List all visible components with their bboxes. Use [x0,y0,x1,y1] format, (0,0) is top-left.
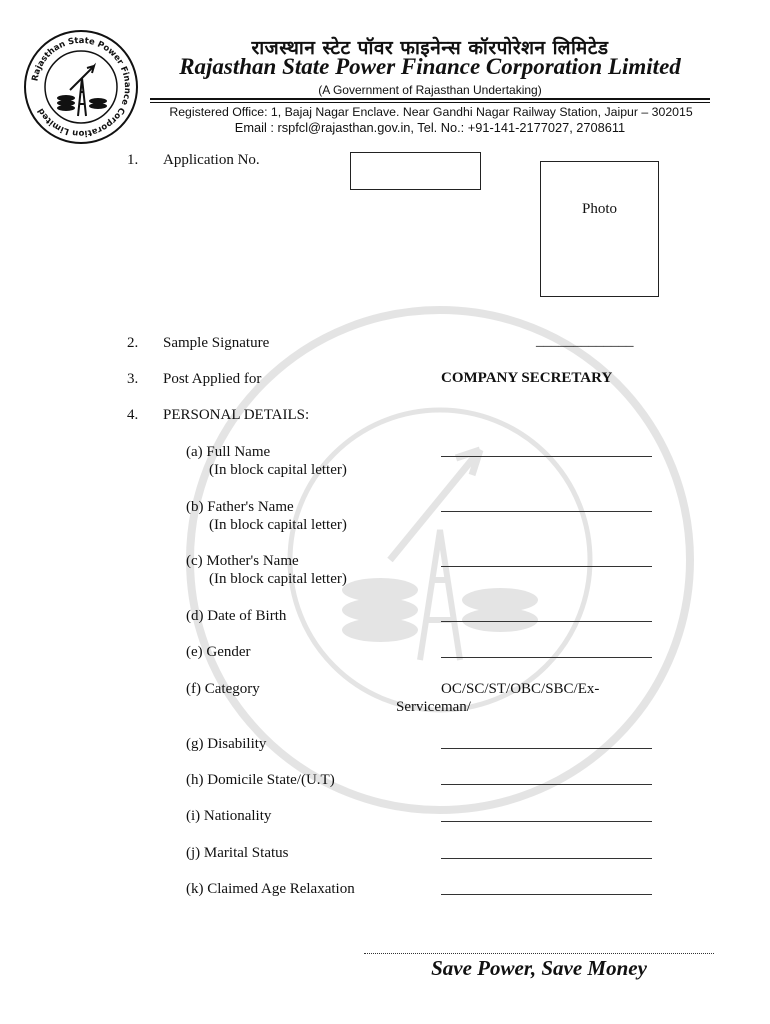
category-label: (f) Category [186,681,260,697]
item-number: 3. [127,371,139,387]
title-hindi: राजस्थान स्टेट पॉवर फाइनेन्स कॉरपोरेशन लिमिटेड [251,37,609,59]
father-name-note: (In block capital letter) [209,517,347,533]
disability-label: (g) Disability [186,736,267,752]
signature-field[interactable]: _____________ [536,333,634,349]
post-applied-value: COMPANY SECRETARY [441,370,613,386]
footer-slogan: Save Power, Save Money [431,956,647,980]
father-name-label: (b) Father's Name [186,499,294,515]
category-options-cont: Serviceman/ [396,699,471,715]
full-name-label: (a) Full Name [186,444,271,460]
title-english: Rajasthan State Power Finance Corporation Limited [179,54,681,79]
gender-field[interactable] [441,657,652,658]
age-relaxation-field[interactable] [441,894,652,895]
header-rule-thin [150,102,710,103]
photo-label: Photo [581,201,617,217]
marital-status-label: (j) Marital Status [186,845,289,861]
item-number: 4. [127,407,139,423]
application-no-box[interactable] [350,152,481,190]
mother-name-field[interactable] [441,566,652,567]
category-options: OC/SC/ST/OBC/SBC/Ex- [441,681,600,697]
mother-name-note: (In block capital letter) [209,571,347,587]
father-name-field[interactable] [441,511,652,512]
disability-field[interactable] [441,748,652,749]
photo-box[interactable] [540,161,659,297]
contact-info: Email : rspfcl@rajasthan.gov.in, Tel. No.: +91-141-2177027, 2708611 [234,120,626,135]
corporation-logo [22,28,140,146]
marital-status-field[interactable] [441,858,652,859]
application-no-label: Application No. [163,152,260,168]
subtitle: (A Government of Rajasthan Undertaking) [318,83,542,97]
sample-signature-label: Sample Signature [163,335,270,351]
age-relaxation-label: (k) Claimed Age Relaxation [186,881,355,897]
nationality-field[interactable] [441,821,652,822]
nationality-label: (i) Nationality [186,808,272,824]
footer-divider [364,953,714,954]
gender-label: (e) Gender [186,644,251,660]
domicile-label: (h) Domicile State/(U.T) [186,772,335,788]
registered-office: Registered Office: 1, Bajaj Nagar Enclave. Near Gandhi Nagar Railway Station, Jaipur – 302015 [169,105,693,119]
header-rule [150,98,710,100]
item-number: 1. [127,152,139,168]
mother-name-label: (c) Mother's Name [186,553,299,569]
full-name-note: (In block capital letter) [209,462,347,478]
post-applied-label: Post Applied for [163,371,262,387]
domicile-field[interactable] [441,784,652,785]
dob-field[interactable] [441,621,652,622]
dob-label: (d) Date of Birth [186,608,287,624]
personal-details-heading: PERSONAL DETAILS: [163,407,310,423]
item-number: 2. [127,335,139,351]
full-name-field[interactable] [441,456,652,457]
svg-text:Rajasthan State Power Finance: Rajasthan State Power Finance Corporation Limited [30,35,133,139]
